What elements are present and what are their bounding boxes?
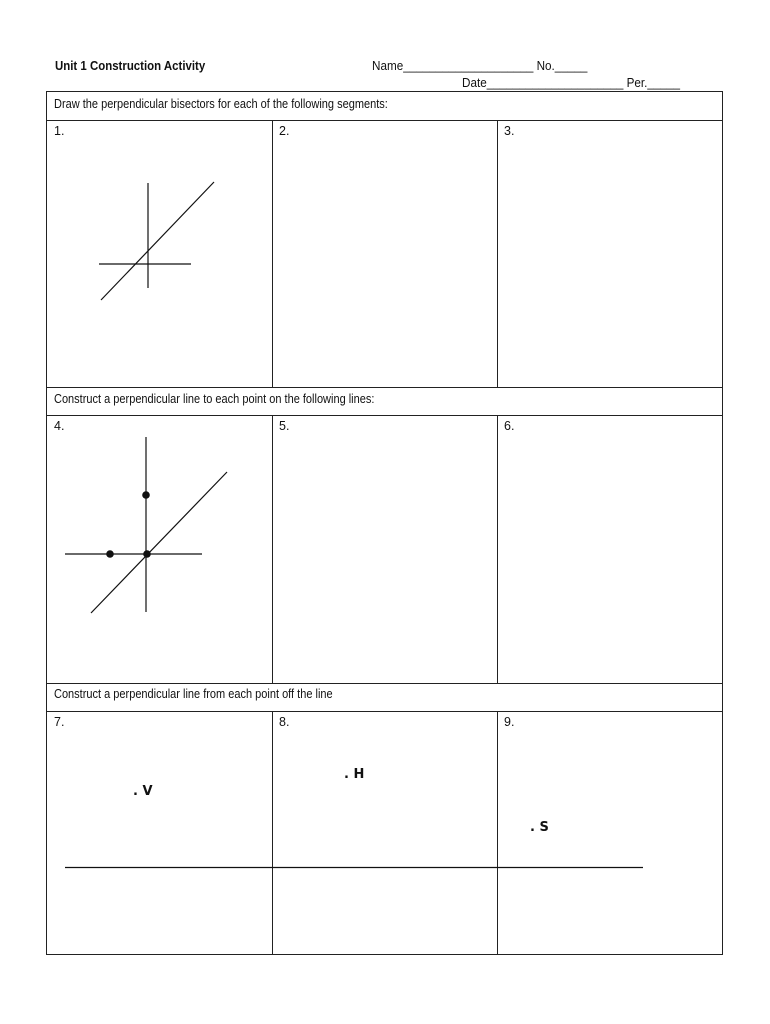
grid-lines xyxy=(46,91,723,955)
p4-point-upper xyxy=(142,491,150,499)
problem-number-8: 8. xyxy=(279,715,290,729)
date-period-field: Date_____________________ Per._____ xyxy=(462,75,680,90)
instruction-1: Draw the perpendicular bisectors for each of the following segments: xyxy=(54,97,388,111)
name-number-field: Name____________________ No._____ xyxy=(372,58,588,73)
problem-number-9: 9. xyxy=(504,715,515,729)
problem-1-figure xyxy=(99,182,214,300)
worksheet-grid xyxy=(46,91,723,955)
instruction-2: Construct a perpendicular line to each point on the following lines: xyxy=(54,392,375,406)
problem-number-3: 3. xyxy=(504,124,515,138)
point-label-s: . S xyxy=(530,820,549,835)
problem-number-4: 4. xyxy=(54,419,65,433)
p4-point-left xyxy=(106,550,114,558)
problem-number-7: 7. xyxy=(54,715,65,729)
problem-4-figure xyxy=(65,437,227,613)
problem-number-1: 1. xyxy=(54,124,65,138)
p1-diagonal-line xyxy=(101,182,214,300)
instruction-3: Construct a perpendicular line from each point off the line xyxy=(54,687,333,701)
problem-number-2: 2. xyxy=(279,124,290,138)
p4-diagonal-line xyxy=(91,472,227,613)
problem-4-points xyxy=(106,491,151,558)
point-label-h: . H xyxy=(344,767,365,782)
point-label-v: . V xyxy=(133,784,153,799)
problem-number-5: 5. xyxy=(279,419,290,433)
problem-number-6: 6. xyxy=(504,419,515,433)
p4-point-intersection xyxy=(143,550,151,558)
worksheet-title: Unit 1 Construction Activity xyxy=(55,58,206,73)
